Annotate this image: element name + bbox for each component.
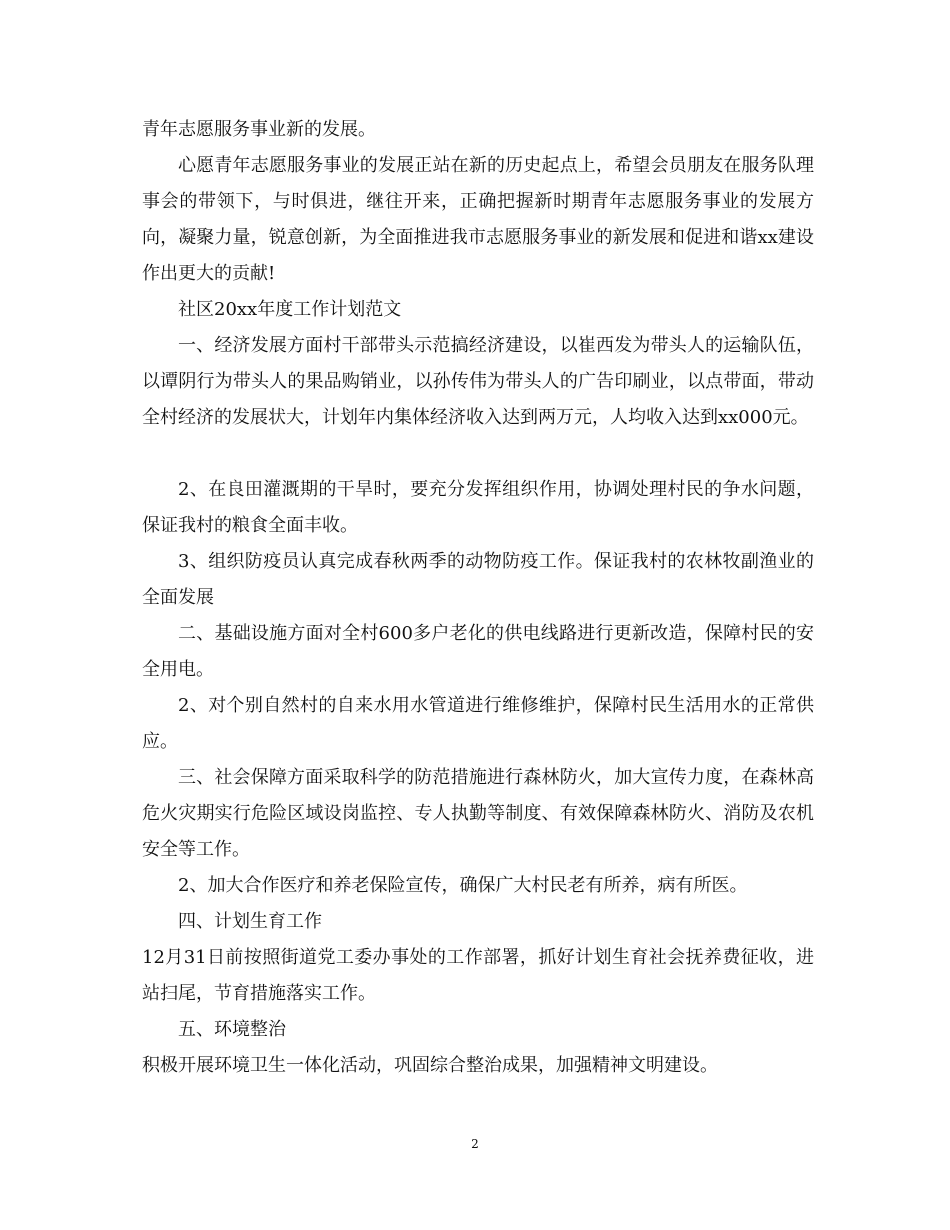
paragraph-medical-insurance: 2、加大合作医疗和养老保险宣传，确保广大村民老有所养，病有所医。 (178, 875, 748, 896)
paragraph-irrigation: 2、在良田灌溉期的干旱时，要充分发挥组织作用，协调处理村民的争水问题，保证我村的粮食全面丰收。 (142, 479, 814, 536)
paragraph-social-security: 三、社会保障方面采取科学的防范措施进行森林防火，加大宣传力度，在森林高危火灾期实行危险区域设岗监控、专人执勤等制度、有效保障森林防火、消防及农机安全等工作。 (142, 767, 814, 860)
paragraph-volunteer-outlook: 心愿青年志愿服务事业的发展正站在新的历史起点上，希望会员朋友在服务队理事会的带领下，与时俱进，继往开来，正确把握新时期青年志愿服务事业的发展方向，凝聚力量，锐意创新，为全面推进我市志愿服务事业的新发展和促进和谐xx建设作出更大的贡献! (142, 155, 814, 284)
paragraph-continuation: 青年志愿服务事业新的发展。 (142, 119, 376, 140)
paragraph-family-planning: 12月31日前按照街道党工委办事处的工作部署，抓好计划生育社会抚养费征收，进站扫尾，节育措施落实工作。 (142, 947, 814, 1004)
paragraph-economic-development: 一、经济发展方面村干部带头示范搞经济建设，以崔西发为带头人的运输队伍，以谭阴行为带头人的果品购销业，以孙传伟为带头人的广告印刷业，以点带面，带动全村经济的发展状大，计划年内集体经济收入达到两万元，人均收入达到xx000元。 (142, 335, 814, 428)
paragraph-environment: 积极开展环境卫生一体化活动，巩固综合整治成果，加强精神文明建设。 (142, 1055, 718, 1076)
heading-family-planning: 四、计划生育工作 (178, 911, 322, 932)
page-number: 2 (471, 1137, 479, 1151)
paragraph-water-supply: 2、对个别自然村的自来水用水管道进行维修维护，保障村民生活用水的正常供应。 (142, 695, 814, 752)
paragraph-epidemic-prevention: 3、组织防疫员认真完成春秋两季的动物防疫工作。保证我村的农林牧副渔业的全面发展 (142, 551, 814, 608)
section-title: 社区20xx年度工作计划范文 (178, 299, 402, 320)
paragraph-infrastructure: 二、基础设施方面对全村600多户老化的供电线路进行更新改造，保障村民的安全用电。 (142, 623, 814, 680)
heading-environment: 五、环境整治 (178, 1019, 286, 1040)
